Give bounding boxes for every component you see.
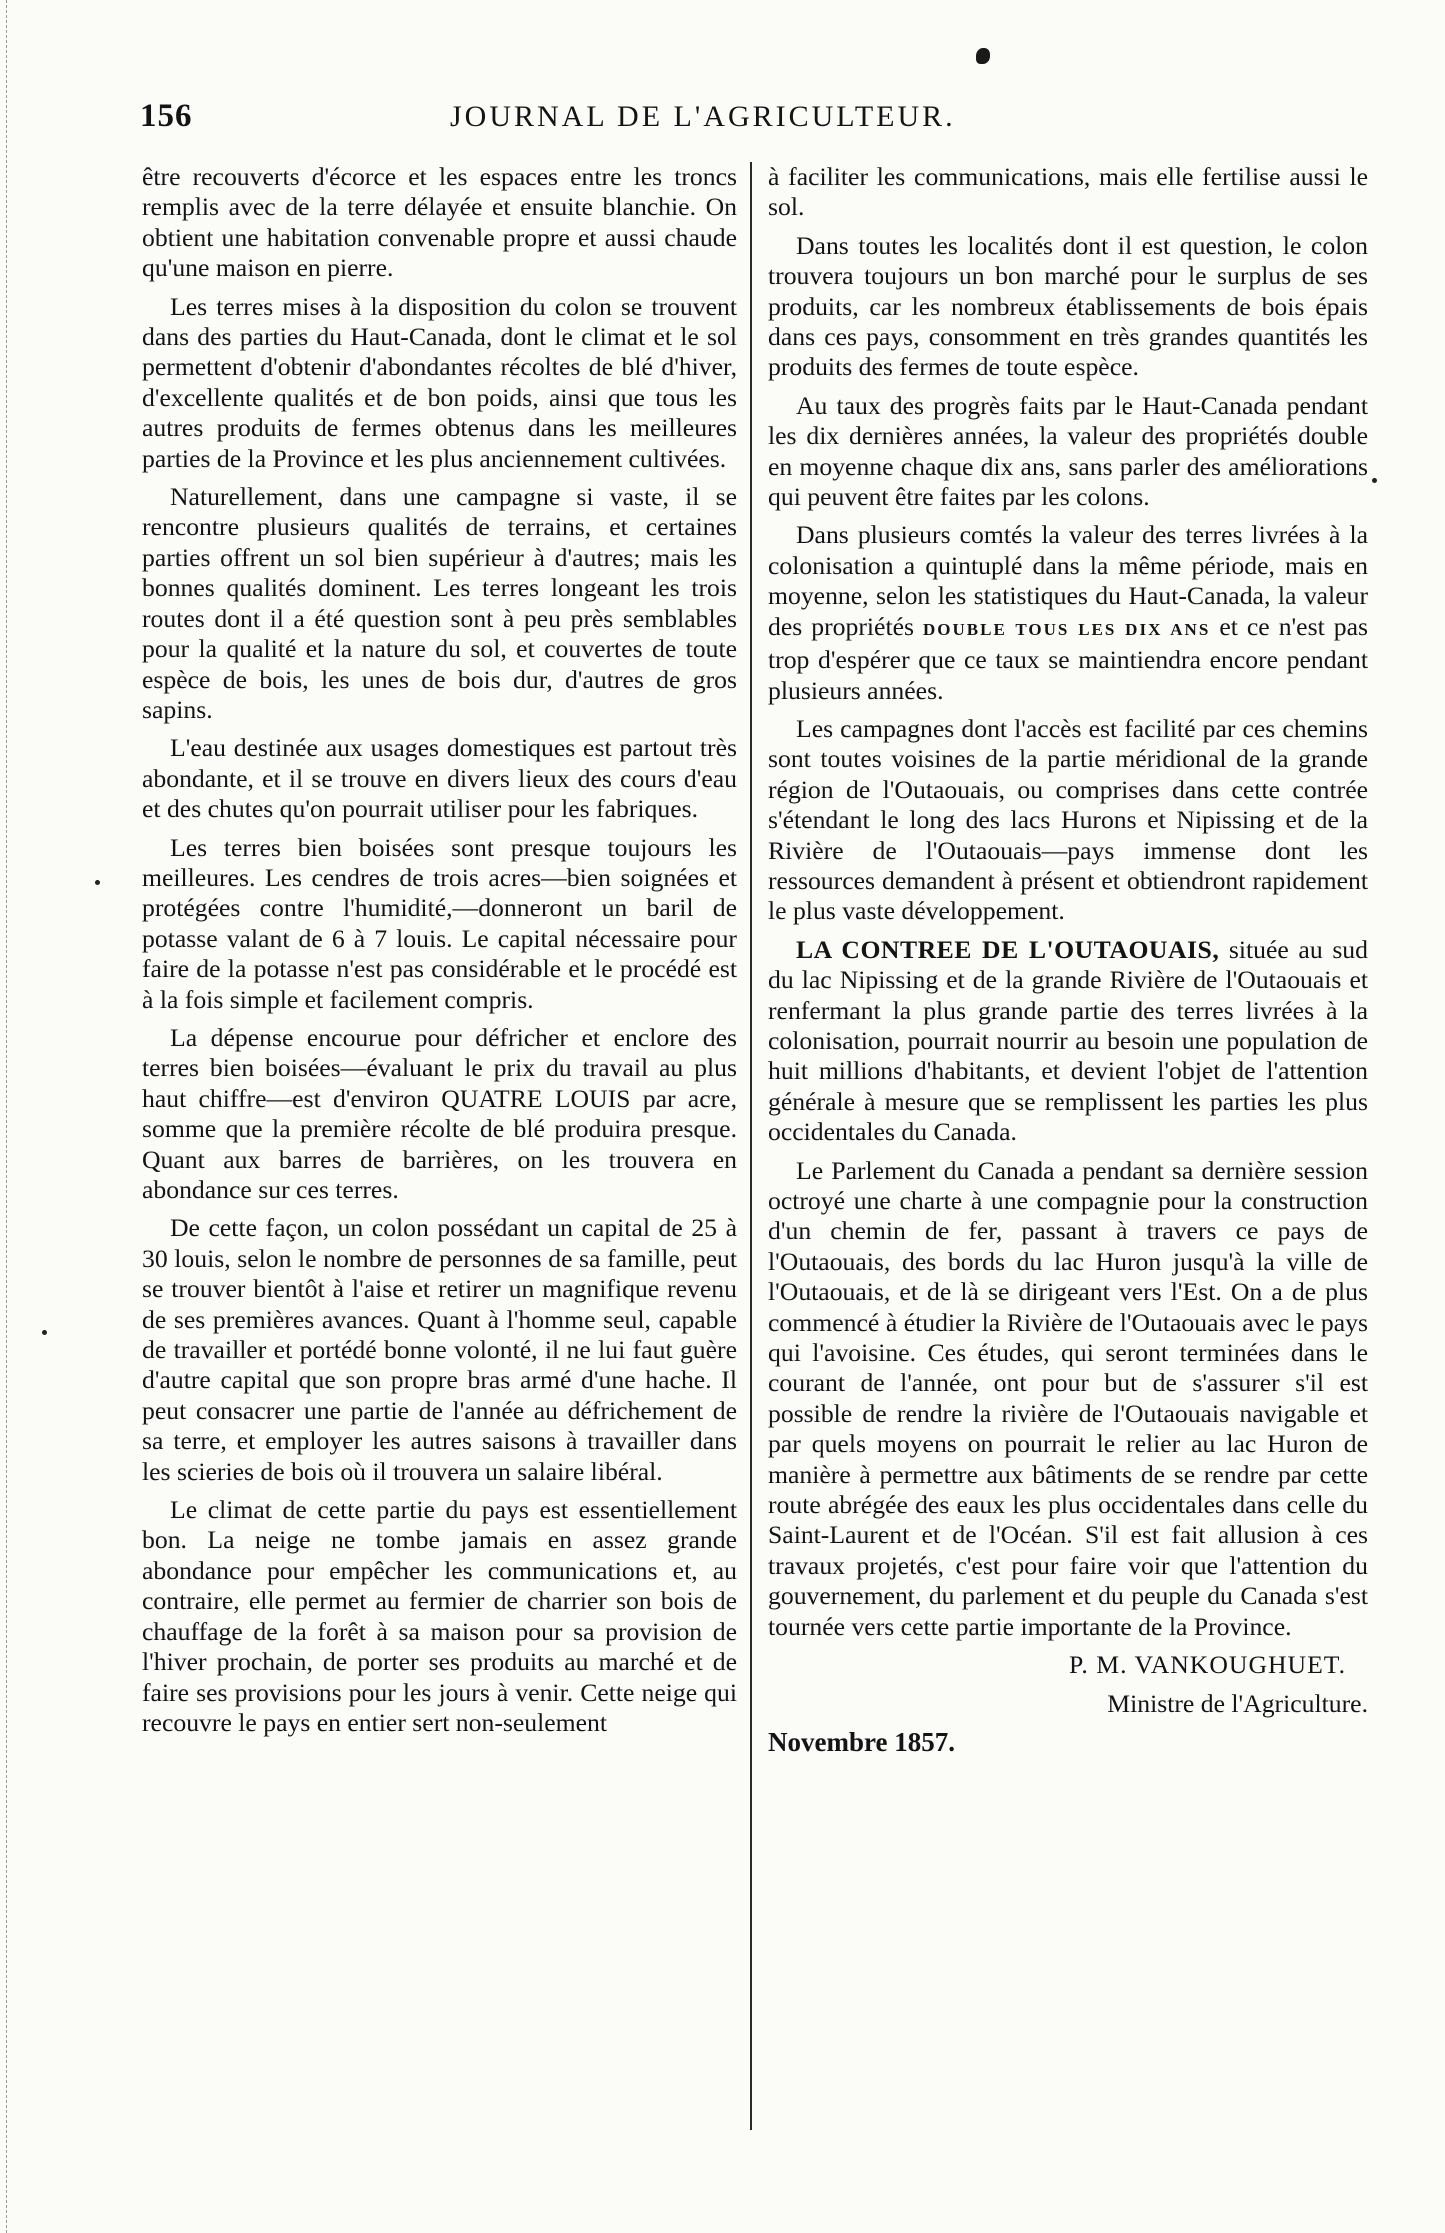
page-header [140,98,1370,146]
journal-title: JOURNAL DE L'AGRICULTEUR. [450,100,956,133]
column-divider [750,162,752,2130]
paragraph: Les terres bien boisées sont presque toujours les meilleures. Les cendres de trois acres—bien soignées et protégées contre l'humidité,—donneront un baril de potasse valant de 6 à 7 louis. Le capital nécessaire pour faire de la potasse n'est pas considérable et le procédé est à la fois simple et facilement compris. [142,832,737,1014]
paragraph: Les campagnes dont l'accès est facilité par ces chemins sont toutes voisines de la partie méridional de la grande région de l'Outaouais, ou comprises dans cette contrée s'étendant le long des lacs Hurons et Nipissing et de la Rivière de l'Outaouais—pays immense dont les ressources demandent à présent et obtiendront rapidement le plus vaste développement. [768,713,1368,926]
signature-title: Ministre de l'Agriculture. [1107,1688,1368,1718]
left-column [142,162,737,2112]
signature-name: P. M. VANKOUGHUET. [1068,1650,1346,1680]
paragraph: De cette façon, un colon possédant un capital de 25 à 30 louis, selon le nombre de personnes de sa famille, peut se trouver bientôt à l'aise et retirer un magnifique revenu de ses premières avances. Quant à l'homme seul, capable de travailler et portédé bonne volonté, il ne lui faut guère d'autre capital que son propre bras armé d'une hache. Il peut consacrer une partie de l'année au défrichement de sa terre, et employer les autres saisons à travailler dans les scieries de bois où il trouvera un salaire libéral. [142,1213,737,1486]
paragraph: être recouverts d'écorce et les espaces entre les troncs remplis avec de la terre délayée et ensuite blanchie. On obtient une habitation convenable propre et aussi chaude qu'une maison en pierre. [142,162,737,283]
ink-speck [42,1330,47,1335]
paragraph: La dépense encourue pour défricher et enclore des terres bien boisées—évaluant le prix du travail au plus haut chiffre—est d'environ QUATRE LOUIS par acre, somme que la première récolte de blé produira presque. Quant aux barres de barrières, on les trouvera en abondance sur ces terres. [142,1022,737,1204]
paragraph-text: et ce n'est pas trop d'espérer que ce taux se maintiendra encore pendant plusieurs années. [768,611,1368,705]
right-column [768,162,1368,2112]
ink-speck [95,880,100,885]
paragraph [768,935,1368,1148]
section-lead: LA CONTREE DE L'OUTAOUAIS, [796,934,1220,964]
paragraph: Le Parlement du Canada a pendant sa dernière session octroyé une charte à une compagnie pour la construction d'un chemin de fer, passant à travers ce pays de l'Outaouais, des bords du lac Huron jusqu'à la ville de l'Outaouais, et de là se dirigeant vers l'Est. On a de plus commencé à étudier la Rivière de l'Outaouais avec le pays qui l'avoisine. Ces études, qui seront terminées dans le courant de l'année, ont pour but de s'assurer s'il est possible de rendre la rivière de l'Outaouais navigable et par quels moyens on pourrait le relier au lac Huron de manière à permettre aux bâtiments de se rendre par cette route abrégée des eaux les plus occidentales dans celle du Saint-Laurent et de l'Océan. S'il est fait allusion à ces travaux projetés, c'est pour faire voir que l'attention du gouvernement, du parlement et du peuple du Canada s'est tournée vers cette partie importante de la Province. [768,1155,1368,1641]
paragraph: Le climat de cette partie du pays est essentiellement bon. La neige ne tombe jamais en assez grande abondance pour empêcher les communications et, au contraire, elle permet au fermier de charrier son bois de chauffage de la forêt à sa maison pour sa provision de l'hiver prochain, de porter ses produits au marché et de faire ses provisions pour les jours à venir. Cette neige qui recouvre le pays en entier sert non-seulement [142,1495,737,1737]
paragraph: Au taux des progrès faits par le Haut-Canada pendant les dix dernières années, la valeur des propriétés double en moyenne chaque dix ans, sans parler des améliorations qui peuvent être faites par les colons. [768,390,1368,512]
paragraph [768,520,1368,705]
paragraph: Naturellement, dans une campagne si vaste, il se rencontre plusieurs qualités de terrains, et certaines parties offrent un sol bien supérieur à d'autres; mais les bonnes qualités dominent. Les terres longeant les trois routes dont il a été question sont à peu près semblables pour la qualité et la nature du sol, et couvertes de toute espèce de bois, les unes de bois dur, d'autres de gros sapins. [142,482,737,724]
paragraph: L'eau destinée aux usages domestiques est partout très abondante, et il se trouve en divers lieux des cours d'eau et des chutes qu'on pourrait utiliser pour les fabriques. [142,733,737,824]
paragraph-text: située au sud du lac Nipissing et de la grande Rivière de l'Outaouais et renfermant la plus grande partie des terres livrées à la colonisation, pourrait nourrir au besoin une population de huit millions d'habitants, et devient l'objet de l'attention générale à mesure que se remplissent les parties les plus occidentales du Canada. [768,934,1368,1147]
paragraph-text: Dans plusieurs comtés la valeur des terres livrées à la colonisation a quintuplé dans la même période, mais en moyenne, selon les statistiques du Haut-Canada, la valeur des propriétés [768,520,1368,641]
date-line: Novembre 1857. [768,1726,955,1757]
page-number: 156 [140,98,193,134]
paragraph: Dans toutes les localités dont il est question, le colon trouvera toujours un bon marché pour le surplus de ses produits, car les nombreux établissements de bois épais dans ces pays, consomment en très grandes quantités les produits des fermes de toute espèce. [768,230,1368,382]
ink-speck [1372,478,1377,483]
ink-blot [976,48,990,64]
paragraph: Les terres mises à la disposition du colon se trouvent dans des parties du Haut-Canada, dont le climat et le sol permettent d'obtenir d'abondantes récoltes de blé d'hiver, d'excellente qualités et de bon poids, ainsi que tous les autres produits de fermes obtenus dans les meilleures parties de la Province et les plus anciennement cultivées. [142,291,737,473]
scan-edge [6,0,8,2233]
emphasis-smallcaps: DOUBLE TOUS LES DIX ANS [923,619,1211,639]
paragraph: à faciliter les communications, mais elle fertilise aussi le sol. [768,162,1368,222]
